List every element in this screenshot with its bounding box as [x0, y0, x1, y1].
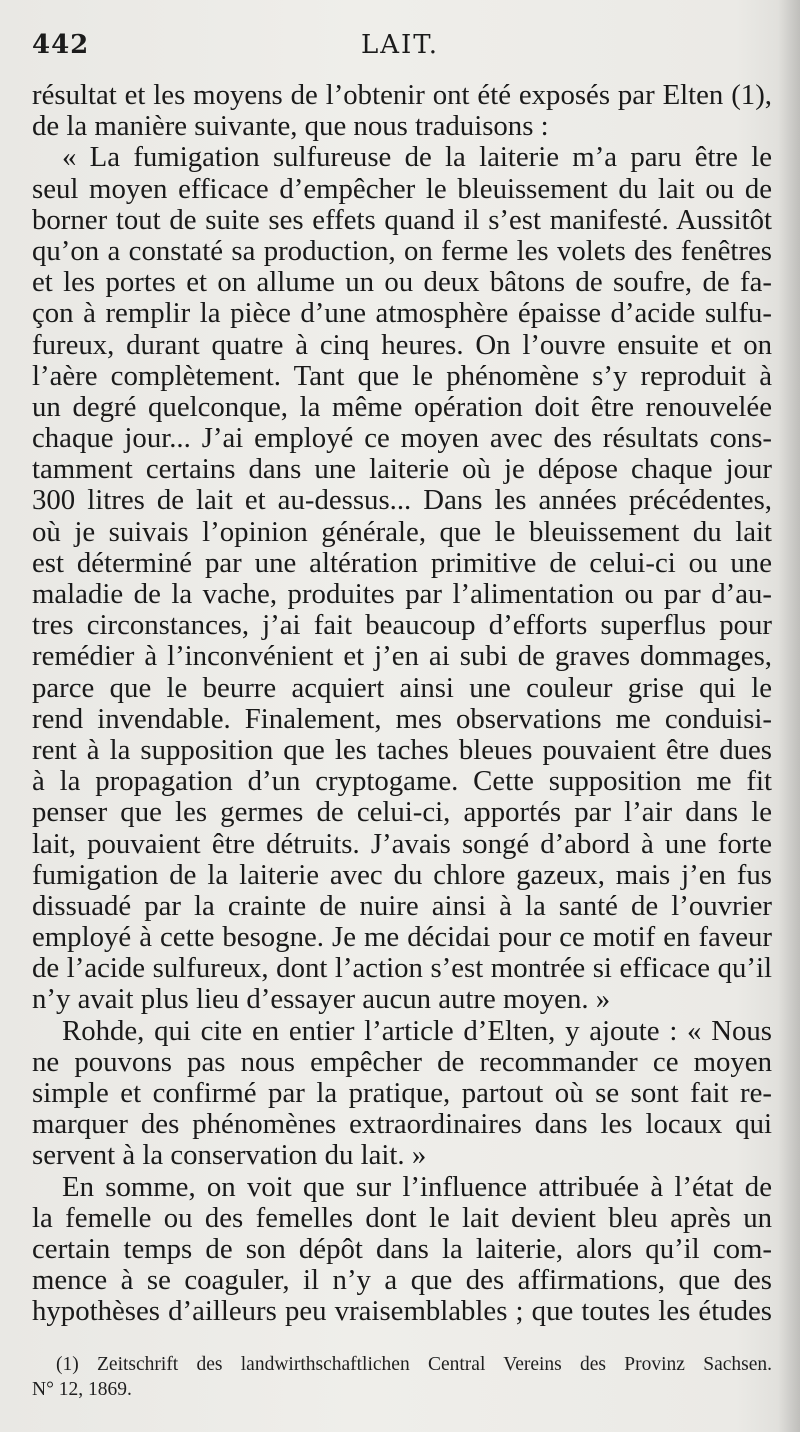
text-line: marquer des phénomènes extraordinaires dans les locaux qui: [32, 1108, 772, 1141]
text-line: tamment certains dans une laiterie où je dépose chaque jour: [32, 453, 772, 486]
text-line: rent à la supposition que les taches bleues pouvaient être dues: [32, 733, 772, 766]
text-line: En somme, on voit que sur l’influence attribuée à l’état de: [62, 1170, 772, 1203]
text-line: rend invendable. Finalement, mes observations me conduisi-: [32, 702, 772, 735]
text-line: de l’acide sulfureux, dont l’action s’est montrée si efficace qu’il: [32, 952, 772, 985]
text-line: et les portes et on allume un ou deux bâtons de soufre, de fa-: [32, 266, 772, 299]
text-line: seul moyen efficace d’empêcher le bleuissement du lait ou de: [32, 172, 772, 205]
text-line: employé à cette besogne. Je me décidai pour ce motif en faveur: [32, 921, 772, 954]
page-edge-shadow: [778, 0, 800, 1432]
text-line: résultat et les moyens de l’obtenir ont été exposés par Elten (1),: [32, 79, 772, 111]
text-line: la femelle ou des femelles dont le lait devient bleu après un: [32, 1201, 772, 1234]
text-line: çon à remplir la pièce d’une atmosphère épaisse d’acide sulfu-: [32, 297, 772, 330]
text-line: hypothèses d’ailleurs peu vraisemblables ; que toutes les études: [32, 1295, 772, 1328]
text-line: 300 litres de lait et au-dessus... Dans les années précédentes,: [32, 484, 772, 517]
text-line: de la manière suivante, que nous traduisons :: [32, 110, 549, 143]
text-line: dissuadé par la crainte de nuire ainsi à la santé de l’ouvrier: [32, 889, 772, 922]
text-line: n’y avait plus lieu d’essayer aucun autre moyen. »: [32, 983, 611, 1016]
text-line: chaque jour... J’ai employé ce moyen avec des résultats cons-: [32, 422, 772, 455]
text-line: où je suivais l’opinion générale, que le bleuissement du lait: [32, 515, 772, 548]
text-line: borner tout de suite ses effets quand il s’est manifesté. Aussitôt: [32, 203, 772, 236]
text-line: penser que les germes de celui-ci, apportés par l’air dans le: [32, 796, 772, 829]
text-line: qu’on a constaté sa production, on ferme les volets des fenêtres: [32, 234, 772, 267]
text-line: fumigation de la laiterie avec du chlore gazeux, mais j’en fus: [32, 858, 772, 891]
text-line: simple et confirmé par la pratique, partout où se sont fait re-: [32, 1077, 772, 1109]
footnote-line: (1) Zeitschrift des landwirthschaftlichen Central Vereins des Provinz Sachsen.: [56, 1354, 772, 1375]
text-line: « La fumigation sulfureuse de la laiterie m’a paru être le: [62, 141, 772, 174]
text-line: certain temps de son dépôt dans la laiterie, alors qu’il com-: [32, 1232, 772, 1265]
text-line: est déterminé par une altération primitive de celui-ci ou une: [32, 546, 772, 579]
text-line: un degré quelconque, la même opération doit être renouvelée: [32, 390, 772, 423]
text-line: Rohde, qui cite en entier l’article d’Elten, y ajoute : « Nous: [62, 1014, 772, 1047]
text-line: parce que le beurre acquiert ainsi une couleur grise qui le: [32, 671, 772, 704]
text-line: remédier à l’inconvénient et j’en ai subi de graves dommages,: [32, 640, 772, 673]
page-number: 442: [32, 30, 90, 60]
page-header: [32, 30, 772, 66]
text-line: l’aère complètement. Tant que le phénomène s’y reproduit à: [32, 359, 772, 392]
body-text: [32, 80, 772, 1328]
text-line: lait, pouvaient être détruits. J’avais songé d’abord à une forte: [32, 827, 772, 860]
text-line: ne pouvons pas nous empêcher de recommander ce moyen: [32, 1045, 772, 1078]
text-line: à la propagation d’un cryptogame. Cette supposition me fit: [32, 765, 772, 798]
text-line: servent à la conservation du lait. »: [32, 1139, 427, 1172]
text-line: fureux, durant quatre à cinq heures. On l’ouvre ensuite et on: [32, 328, 772, 361]
footnote-line: N° 12, 1869.: [32, 1379, 132, 1400]
text-line: maladie de la vache, produites par l’alimentation ou par d’au-: [32, 578, 772, 610]
footnotes: [32, 1352, 772, 1402]
text-line: mence à se coaguler, il n’y a que des affirmations, que des: [32, 1264, 772, 1297]
running-head: LAIT.: [360, 30, 440, 60]
text-line: tres circonstances, j’ai fait beaucoup d’efforts superflus pour: [32, 609, 772, 642]
